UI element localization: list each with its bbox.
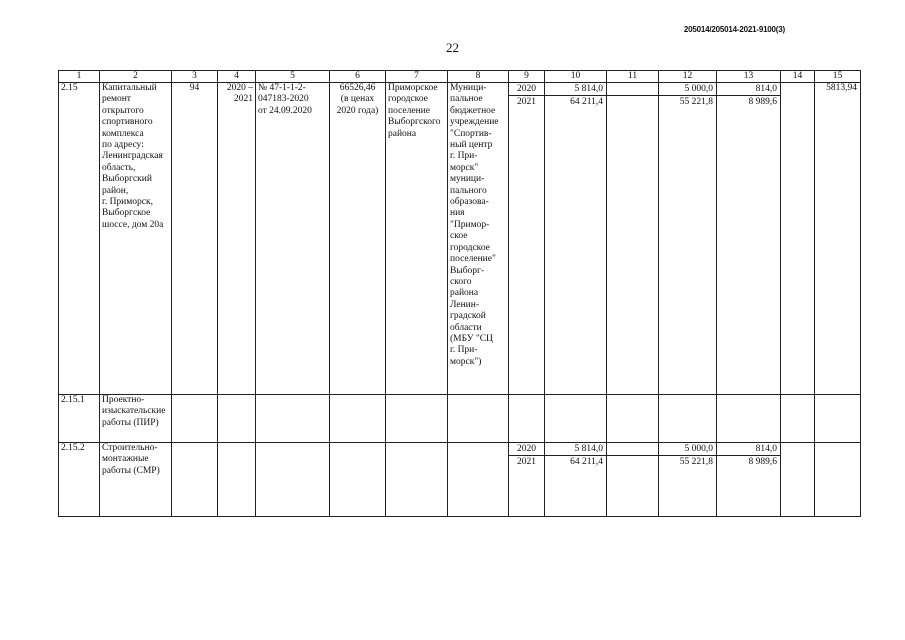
- column-header: 15: [815, 71, 861, 83]
- year-value: 2020: [509, 83, 544, 96]
- cell-cost: 66526,46 (в ценах 2020 года): [330, 83, 386, 395]
- empty-cell: [509, 395, 545, 443]
- empty-value: [607, 83, 658, 96]
- column-header: 8: [448, 71, 509, 83]
- amount-value: 5 000,0: [659, 443, 716, 456]
- row-number: 2.15: [59, 83, 100, 395]
- empty-cell: [172, 443, 218, 517]
- table-row: [59, 395, 861, 443]
- empty-cell: [386, 395, 448, 443]
- amount-value: 814,0: [717, 83, 780, 96]
- cell-col12: [659, 83, 717, 395]
- year-value: 2021: [517, 457, 536, 467]
- amount-value: 64 211,4: [570, 457, 603, 467]
- object-name: Строительно- монтажные работы (СМР): [100, 443, 172, 517]
- column-header: 2: [100, 71, 172, 83]
- column-header: 7: [386, 71, 448, 83]
- column-header: 9: [509, 71, 545, 83]
- cell-col11: [607, 83, 659, 395]
- year-value: 2020: [509, 443, 544, 456]
- object-name: Капитальный ремонт открытого спортивного комплекса по адресу: Ленинградская область, Выборгский район, г. Приморск, Выборгское шоссе, дом 20а: [100, 83, 172, 395]
- page-number: 22: [446, 40, 459, 55]
- column-header: 14: [781, 71, 815, 83]
- cell-col15: 5813,94: [815, 83, 861, 395]
- empty-cell: [448, 443, 509, 517]
- cell-col12: [659, 443, 717, 517]
- amount-value: 8 989,6: [748, 97, 777, 107]
- empty-cell: [815, 443, 861, 517]
- empty-cell: [256, 395, 330, 443]
- amount-value: 55 221,8: [679, 457, 713, 467]
- data-table: [58, 70, 861, 517]
- cell-col10: [545, 83, 607, 395]
- empty-cell: [607, 395, 659, 443]
- empty-cell: [659, 395, 717, 443]
- empty-cell: [172, 395, 218, 443]
- empty-cell: [781, 395, 815, 443]
- column-header: 3: [172, 71, 218, 83]
- cell-col13: [717, 443, 781, 517]
- table-row: [59, 443, 861, 517]
- table-row: [59, 83, 861, 395]
- document-id: 205014/205014-2021-9100(3): [683, 25, 785, 34]
- cell-col10: [545, 443, 607, 517]
- empty-cell: [256, 443, 330, 517]
- cell-municipality: Приморское городское поселение Выборгского района: [386, 83, 448, 395]
- amount-value: 5 000,0: [659, 83, 716, 96]
- cell-period: 2020 – 2021: [218, 83, 256, 395]
- column-header: 4: [218, 71, 256, 83]
- amount-value: 5 814,0: [545, 83, 606, 96]
- cell-col14: [781, 83, 815, 395]
- header-row: [59, 71, 861, 83]
- amount-value: 55 221,8: [679, 97, 713, 107]
- empty-cell: [815, 395, 861, 443]
- cell-col3: 94: [172, 83, 218, 395]
- object-name: Проектно- изыскательские работы (ПИР): [100, 395, 172, 443]
- empty-cell: [330, 443, 386, 517]
- amount-value: 814,0: [717, 443, 780, 456]
- empty-cell: [448, 395, 509, 443]
- empty-cell: [545, 395, 607, 443]
- empty-value: [607, 443, 658, 456]
- column-header: 5: [256, 71, 330, 83]
- empty-cell: [330, 395, 386, 443]
- column-header: 11: [607, 71, 659, 83]
- amount-value: 5 814,0: [545, 443, 606, 456]
- amount-value: 64 211,4: [570, 97, 603, 107]
- cell-customer: Муници- пальное бюджетное учреждение "Спортив- ный центр г. При- морск" муници- пального образова- ния "Примор- ское городское поселение" Выборг- ского района Ленин- градской области (МБУ "СЦ г. При- морск"): [448, 83, 509, 395]
- empty-cell: [218, 443, 256, 517]
- cell-expertise: № 47-1-1-2- 047183-2020 от 24.09.2020: [256, 83, 330, 395]
- column-header: 1: [59, 71, 100, 83]
- year-value: 2021: [517, 97, 536, 107]
- column-header: 12: [659, 71, 717, 83]
- column-header: 10: [545, 71, 607, 83]
- column-header: 13: [717, 71, 781, 83]
- column-header: 6: [330, 71, 386, 83]
- empty-cell: [386, 443, 448, 517]
- row-number: 2.15.2: [59, 443, 100, 517]
- empty-cell: [781, 443, 815, 517]
- cell-years: [509, 443, 545, 517]
- amount-value: 8 989,6: [748, 457, 777, 467]
- row-number: 2.15.1: [59, 395, 100, 443]
- empty-cell: [218, 395, 256, 443]
- cell-col13: [717, 83, 781, 395]
- empty-cell: [717, 395, 781, 443]
- cell-col11: [607, 443, 659, 517]
- cell-years: [509, 83, 545, 395]
